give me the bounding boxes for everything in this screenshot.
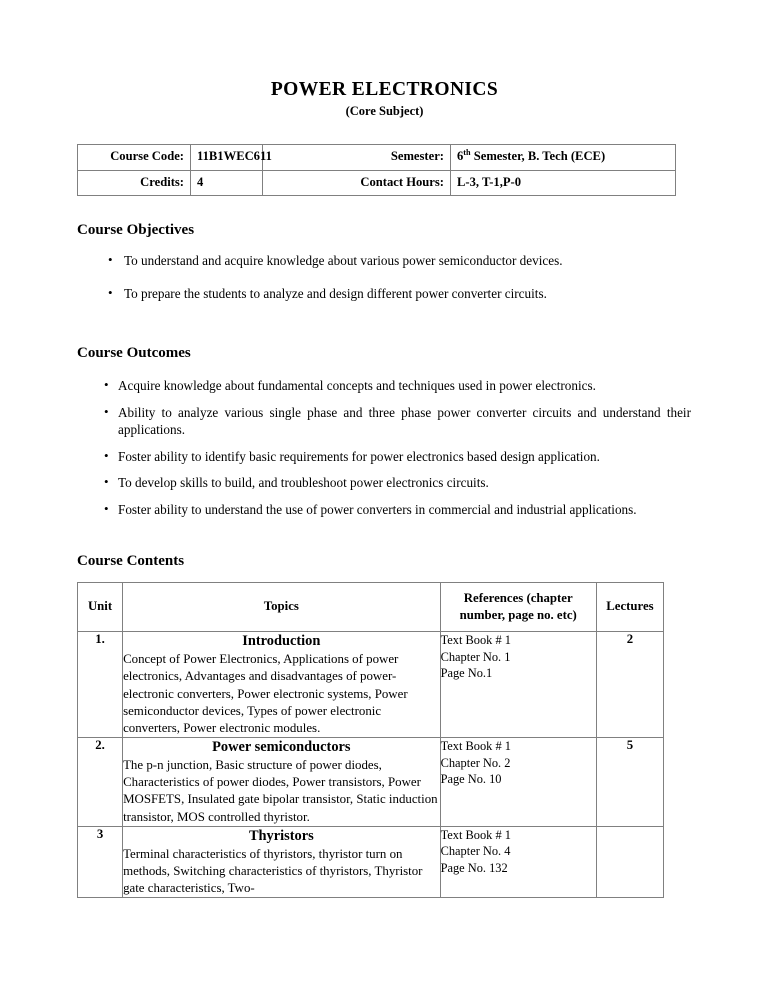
course-contents-heading: Course Contents	[77, 553, 185, 570]
list-item: • To understand and acquire knowledge about various power semiconductor devices.	[77, 252, 692, 269]
references-cell	[440, 826, 596, 897]
reference-chapter: Chapter No. 2	[440, 755, 511, 770]
reference-book: Text Book # 1	[440, 827, 511, 842]
course-contents-table	[77, 582, 664, 898]
topics-cell	[123, 738, 441, 827]
course-code-value: 11B1WEC611	[191, 145, 263, 170]
column-header-lectures: Lectures	[596, 583, 663, 632]
course-outcomes-heading: Course Outcomes	[77, 345, 191, 362]
topics-cell	[123, 826, 441, 897]
reference-page: Page No. 132	[440, 860, 508, 875]
semester-ordinal-suffix: th	[463, 148, 471, 158]
table-header-row	[78, 583, 664, 632]
references-cell	[440, 632, 596, 738]
topic-body: Terminal characteristics of thyristors, thyristor turn on methods, Switching characteristics of thyristors, Thyristor gate characteristics, Two-	[123, 846, 423, 895]
list-item: • Acquire knowledge about fundamental concepts and techniques used in power electronics.	[77, 377, 692, 394]
page-title: POWER ELECTRONICS	[270, 79, 499, 100]
semester-number: 6	[457, 149, 464, 164]
topic-body: The p-n junction, Basic structure of power diodes, Characteristics of power diodes, Power transistors, Power MOSFETS, Insulated gate bipolar transistor, Static induction transistor, MOS controlled thyristor.	[123, 758, 438, 824]
unit-number: 2.	[78, 738, 123, 827]
unit-number: 1.	[78, 632, 123, 738]
lectures-count	[596, 826, 663, 897]
column-header-unit: Unit	[78, 583, 123, 632]
credits-label: Credits:	[78, 170, 191, 195]
list-item: • To prepare the students to analyze and design different power converter circuits.	[77, 285, 692, 302]
course-info-table	[77, 144, 676, 195]
column-header-topics: Topics	[123, 583, 441, 632]
topic-title: Introduction	[242, 633, 321, 650]
semester-label: Semester:	[263, 145, 451, 170]
table-row	[78, 826, 664, 897]
page-subtitle: (Core Subject)	[345, 104, 424, 119]
table-row	[78, 145, 676, 170]
table-row	[78, 632, 664, 738]
list-item: • Foster ability to identify basic requirements for power electronics based design application.	[77, 448, 692, 465]
reference-page: Page No.1	[440, 666, 493, 681]
unit-number: 3	[78, 826, 123, 897]
topics-cell	[123, 632, 441, 738]
list-item: • Foster ability to understand the use of power converters in commercial and industrial applications.	[77, 501, 692, 518]
topic-title: Power semiconductors	[212, 739, 351, 756]
credits-value: 4	[191, 170, 263, 195]
lectures-count: 5	[596, 738, 663, 827]
reference-chapter: Chapter No. 4	[440, 844, 511, 859]
reference-page: Page No. 10	[440, 772, 502, 787]
semester-value	[451, 145, 676, 170]
course-outcomes-list	[77, 362, 692, 518]
list-item: • Ability to analyze various single phase and three phase power converter circuits and understand their applications.	[77, 404, 692, 439]
topic-body: Concept of Power Electronics, Applications of power electronics, Advantages and disadvantages of power-electronic converters, Power electronic systems, Power semiconductor devices, Types of power electronic converters, Power electronic modules.	[123, 652, 408, 735]
reference-book: Text Book # 1	[440, 739, 511, 754]
references-cell	[440, 738, 596, 827]
list-item: • To develop skills to build, and troubleshoot power electronics circuits.	[77, 474, 692, 491]
course-objectives-heading: Course Objectives	[77, 221, 195, 238]
course-objectives-list	[77, 239, 692, 303]
table-row	[78, 738, 664, 827]
course-code-label: Course Code:	[78, 145, 191, 170]
column-header-references: References (chapter number, page no. etc)	[440, 583, 596, 632]
reference-book: Text Book # 1	[440, 633, 511, 648]
contact-hours-label: Contact Hours:	[263, 170, 451, 195]
topic-title: Thyristors	[248, 827, 314, 844]
semester-program: Semester, B. Tech (ECE)	[470, 149, 606, 164]
lectures-count: 2	[596, 632, 663, 738]
table-row	[78, 170, 676, 195]
contact-hours-value: L-3, T-1,P-0	[451, 170, 676, 195]
reference-chapter: Chapter No. 1	[440, 649, 511, 664]
